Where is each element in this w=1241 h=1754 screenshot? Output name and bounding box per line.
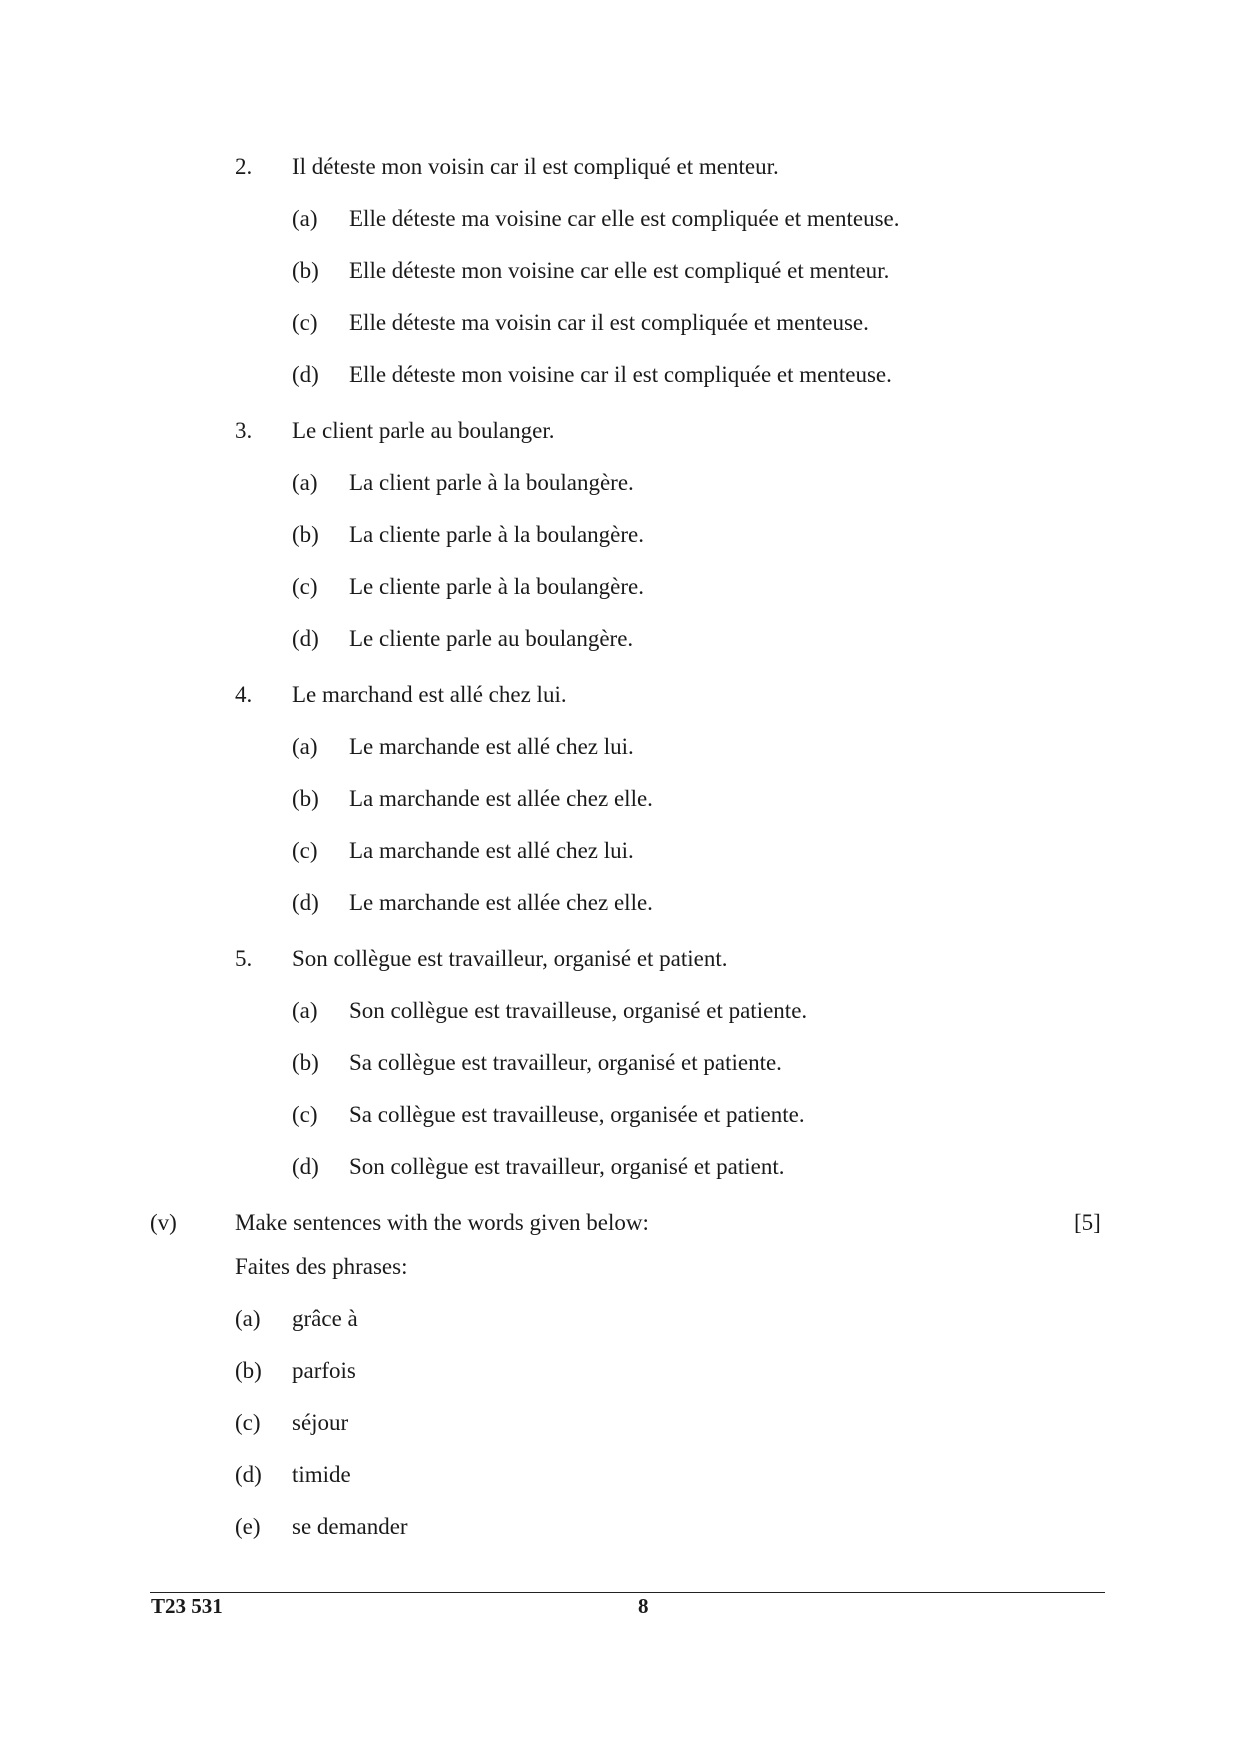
option-label: (a) <box>292 998 318 1023</box>
word-item-text: séjour <box>292 1410 349 1435</box>
option-label: (c) <box>292 310 318 335</box>
option-label: (d) <box>292 890 319 915</box>
option-label: (b) <box>292 258 319 283</box>
word-item-text: grâce à <box>292 1306 358 1331</box>
option-text: Elle déteste ma voisine car elle est compliquée et menteuse. <box>349 206 900 231</box>
question-number: 2. <box>235 154 253 179</box>
option-text: Sa collègue est travailleuse, organisée et patiente. <box>349 1102 805 1127</box>
option-text: Son collègue est travailleur, organisé et patient. <box>349 1154 785 1179</box>
option-text: Son collègue est travailleuse, organisé et patiente. <box>349 998 808 1023</box>
option-label: (c) <box>292 1102 318 1127</box>
option-text: Elle déteste mon voisine car elle est compliqué et menteur. <box>349 258 890 283</box>
page-number: 8 <box>638 1594 649 1618</box>
word-item-text: parfois <box>292 1358 356 1383</box>
option-text: La client parle à la boulangère. <box>349 470 634 495</box>
option-text: Le marchande est allé chez lui. <box>349 734 634 759</box>
marks-indicator: [5] <box>1074 1210 1101 1235</box>
word-item-label: (d) <box>235 1462 262 1487</box>
word-item-label: (c) <box>235 1410 261 1435</box>
option-text: Sa collègue est travailleur, organisé et patiente. <box>349 1050 782 1075</box>
option-label: (d) <box>292 362 319 387</box>
section-instruction: Make sentences with the words given below: <box>235 1210 649 1235</box>
section-label: (v) <box>150 1210 177 1235</box>
option-text: Le marchande est allée chez elle. <box>349 890 653 915</box>
option-label: (c) <box>292 574 318 599</box>
option-label: (d) <box>292 626 319 651</box>
question-number: 5. <box>235 946 253 971</box>
question-number: 3. <box>235 418 253 443</box>
option-label: (d) <box>292 1154 319 1179</box>
option-text: La marchande est allé chez lui. <box>349 838 634 863</box>
paper-code: T23 531 <box>151 1594 223 1618</box>
option-label: (b) <box>292 786 319 811</box>
question-text: Le client parle au boulanger. <box>292 418 555 443</box>
option-text: Elle déteste ma voisin car il est compliquée et menteuse. <box>349 310 869 335</box>
word-item-text: se demander <box>292 1514 408 1539</box>
word-item-text: timide <box>292 1462 351 1487</box>
option-text: Elle déteste mon voisine car il est compliquée et menteuse. <box>349 362 892 387</box>
option-label: (a) <box>292 206 318 231</box>
question-text: Il déteste mon voisin car il est compliqué et menteur. <box>292 154 779 179</box>
question-number: 4. <box>235 682 253 707</box>
word-item-label: (b) <box>235 1358 262 1383</box>
option-text: Le cliente parle à la boulangère. <box>349 574 645 599</box>
footer-divider <box>150 1592 1105 1593</box>
question-text: Son collègue est travailleur, organisé et patient. <box>292 946 728 971</box>
option-text: Le cliente parle au boulangère. <box>349 626 634 651</box>
option-text: La cliente parle à la boulangère. <box>349 522 645 547</box>
question-text: Le marchand est allé chez lui. <box>292 682 567 707</box>
option-label: (c) <box>292 838 318 863</box>
option-label: (a) <box>292 734 318 759</box>
option-text: La marchande est allée chez elle. <box>349 786 653 811</box>
option-label: (b) <box>292 522 319 547</box>
word-item-label: (e) <box>235 1514 261 1539</box>
option-label: (b) <box>292 1050 319 1075</box>
option-label: (a) <box>292 470 318 495</box>
section-instruction-fr: Faites des phrases: <box>235 1254 408 1279</box>
word-item-label: (a) <box>235 1306 261 1331</box>
